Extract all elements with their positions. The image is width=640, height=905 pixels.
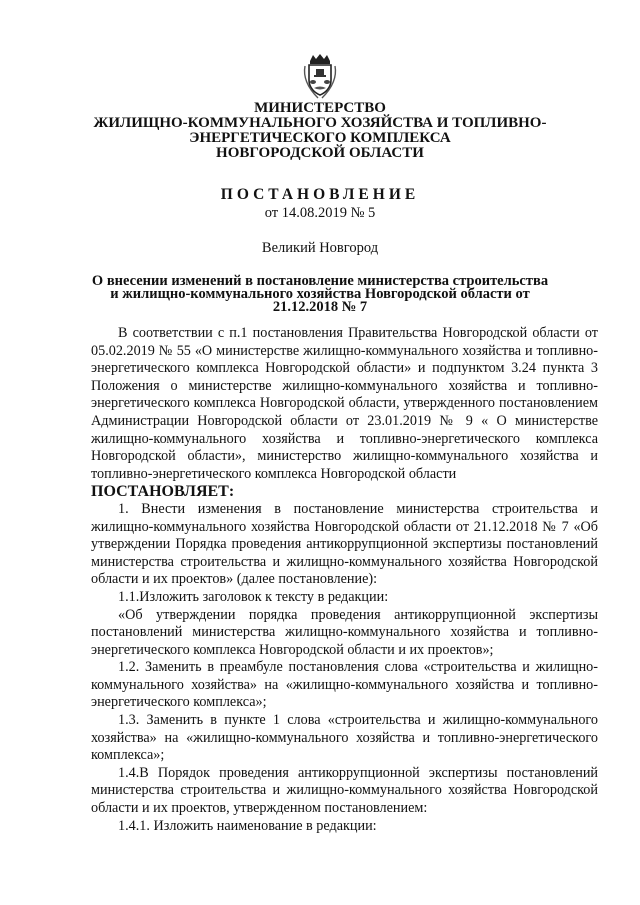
ministry-line: ЖИЛИЩНО-КОММУНАЛЬНОГО ХОЗЯЙСТВА И ТОПЛИВНО- <box>93 115 547 131</box>
document-city: Великий Новгород <box>261 240 379 256</box>
body-paragraph: «Об утверждении порядка проведения антикоррупционной экспертизы постановлений министерства жилищно-коммунального хозяйства и топливно-энергетического комплекса Новгородской области и их проектов»; <box>91 606 598 658</box>
coat-of-arms-icon <box>296 52 344 100</box>
ministry-line: МИНИСТЕРСТВО <box>254 100 386 116</box>
ministry-name <box>60 101 580 161</box>
document-date-number: от 14.08.2019 № 5 <box>264 205 376 221</box>
subject-line: 21.12.2018 № 7 <box>272 299 368 315</box>
body-paragraph: 1. Внести изменения в постановление министерства строительства и жилищно-коммунального хозяйства Новгородской области от 21.12.2018 № 7 «Об утверждении Порядка проведения антикоррупционной экспертизы постановлений министерства строительства и жилищно-коммунального хозяйства Новгородской области и их проектов» (далее постановление): <box>91 500 598 588</box>
resolve-heading: ПОСТАНОВЛЯЕТ: <box>91 483 235 501</box>
ministry-line: ЭНЕРГЕТИЧЕСКОГО КОМПЛЕКСА <box>189 130 451 146</box>
preamble-paragraph: В соответствии с п.1 постановления Правительства Новгородской области от 05.02.2019 № 55 «О министерстве жилищно-коммунального хозяйства и топливно-энергетического комплекса Новгородской области» и подпунктом 3.24 пункта 3 Положения о министерстве жилищно-коммунального хозяйства и топливно-энергетического комплекса Новгородской области, утвержденного постановлением Администрации Новгородской области от 23.01.2019 № 9 « О министерстве жилищно-коммунального хозяйства и топливно-энергетического комплекса Новгородской области», министерство жилищно-коммунального хозяйства и топливно-энергетического комплекса Новгородской области <box>91 325 598 482</box>
document-type: ПОСТАНОВЛЕНИЕ <box>220 186 420 203</box>
subject-line: О внесении изменений в постановление министерства строительства <box>91 273 549 289</box>
body-paragraph: 1.4.1. Изложить наименование в редакции: <box>118 817 377 834</box>
body-paragraph: 1.2. Заменить в преамбуле постановления слова «строительства и жилищно-коммунального хозяйства» на «жилищно-коммунального хозяйства и топливно-энергетического комплекса»; <box>91 659 598 711</box>
body-paragraph: 1.3. Заменить в пункте 1 слова «строительства и жилищно-коммунального хозяйства» на «жилищно-коммунального хозяйства и топливно-энергетического комплекса»; <box>91 712 598 764</box>
subject-line: и жилищно-коммунального хозяйства Новгородской области от <box>110 286 530 302</box>
document-subject <box>80 275 560 314</box>
document-body <box>91 325 598 835</box>
body-paragraph: 1.4.В Порядок проведения антикоррупционной экспертизы постановлений министерства строительства и жилищно-коммунального хозяйства Новгородской области и их проектов, утвержденном постановлением: <box>91 764 598 817</box>
ministry-line: НОВГОРОДСКОЙ ОБЛАСТИ <box>216 145 424 161</box>
body-paragraph: 1.1.Изложить заголовок к тексту в редакции: <box>118 588 389 605</box>
